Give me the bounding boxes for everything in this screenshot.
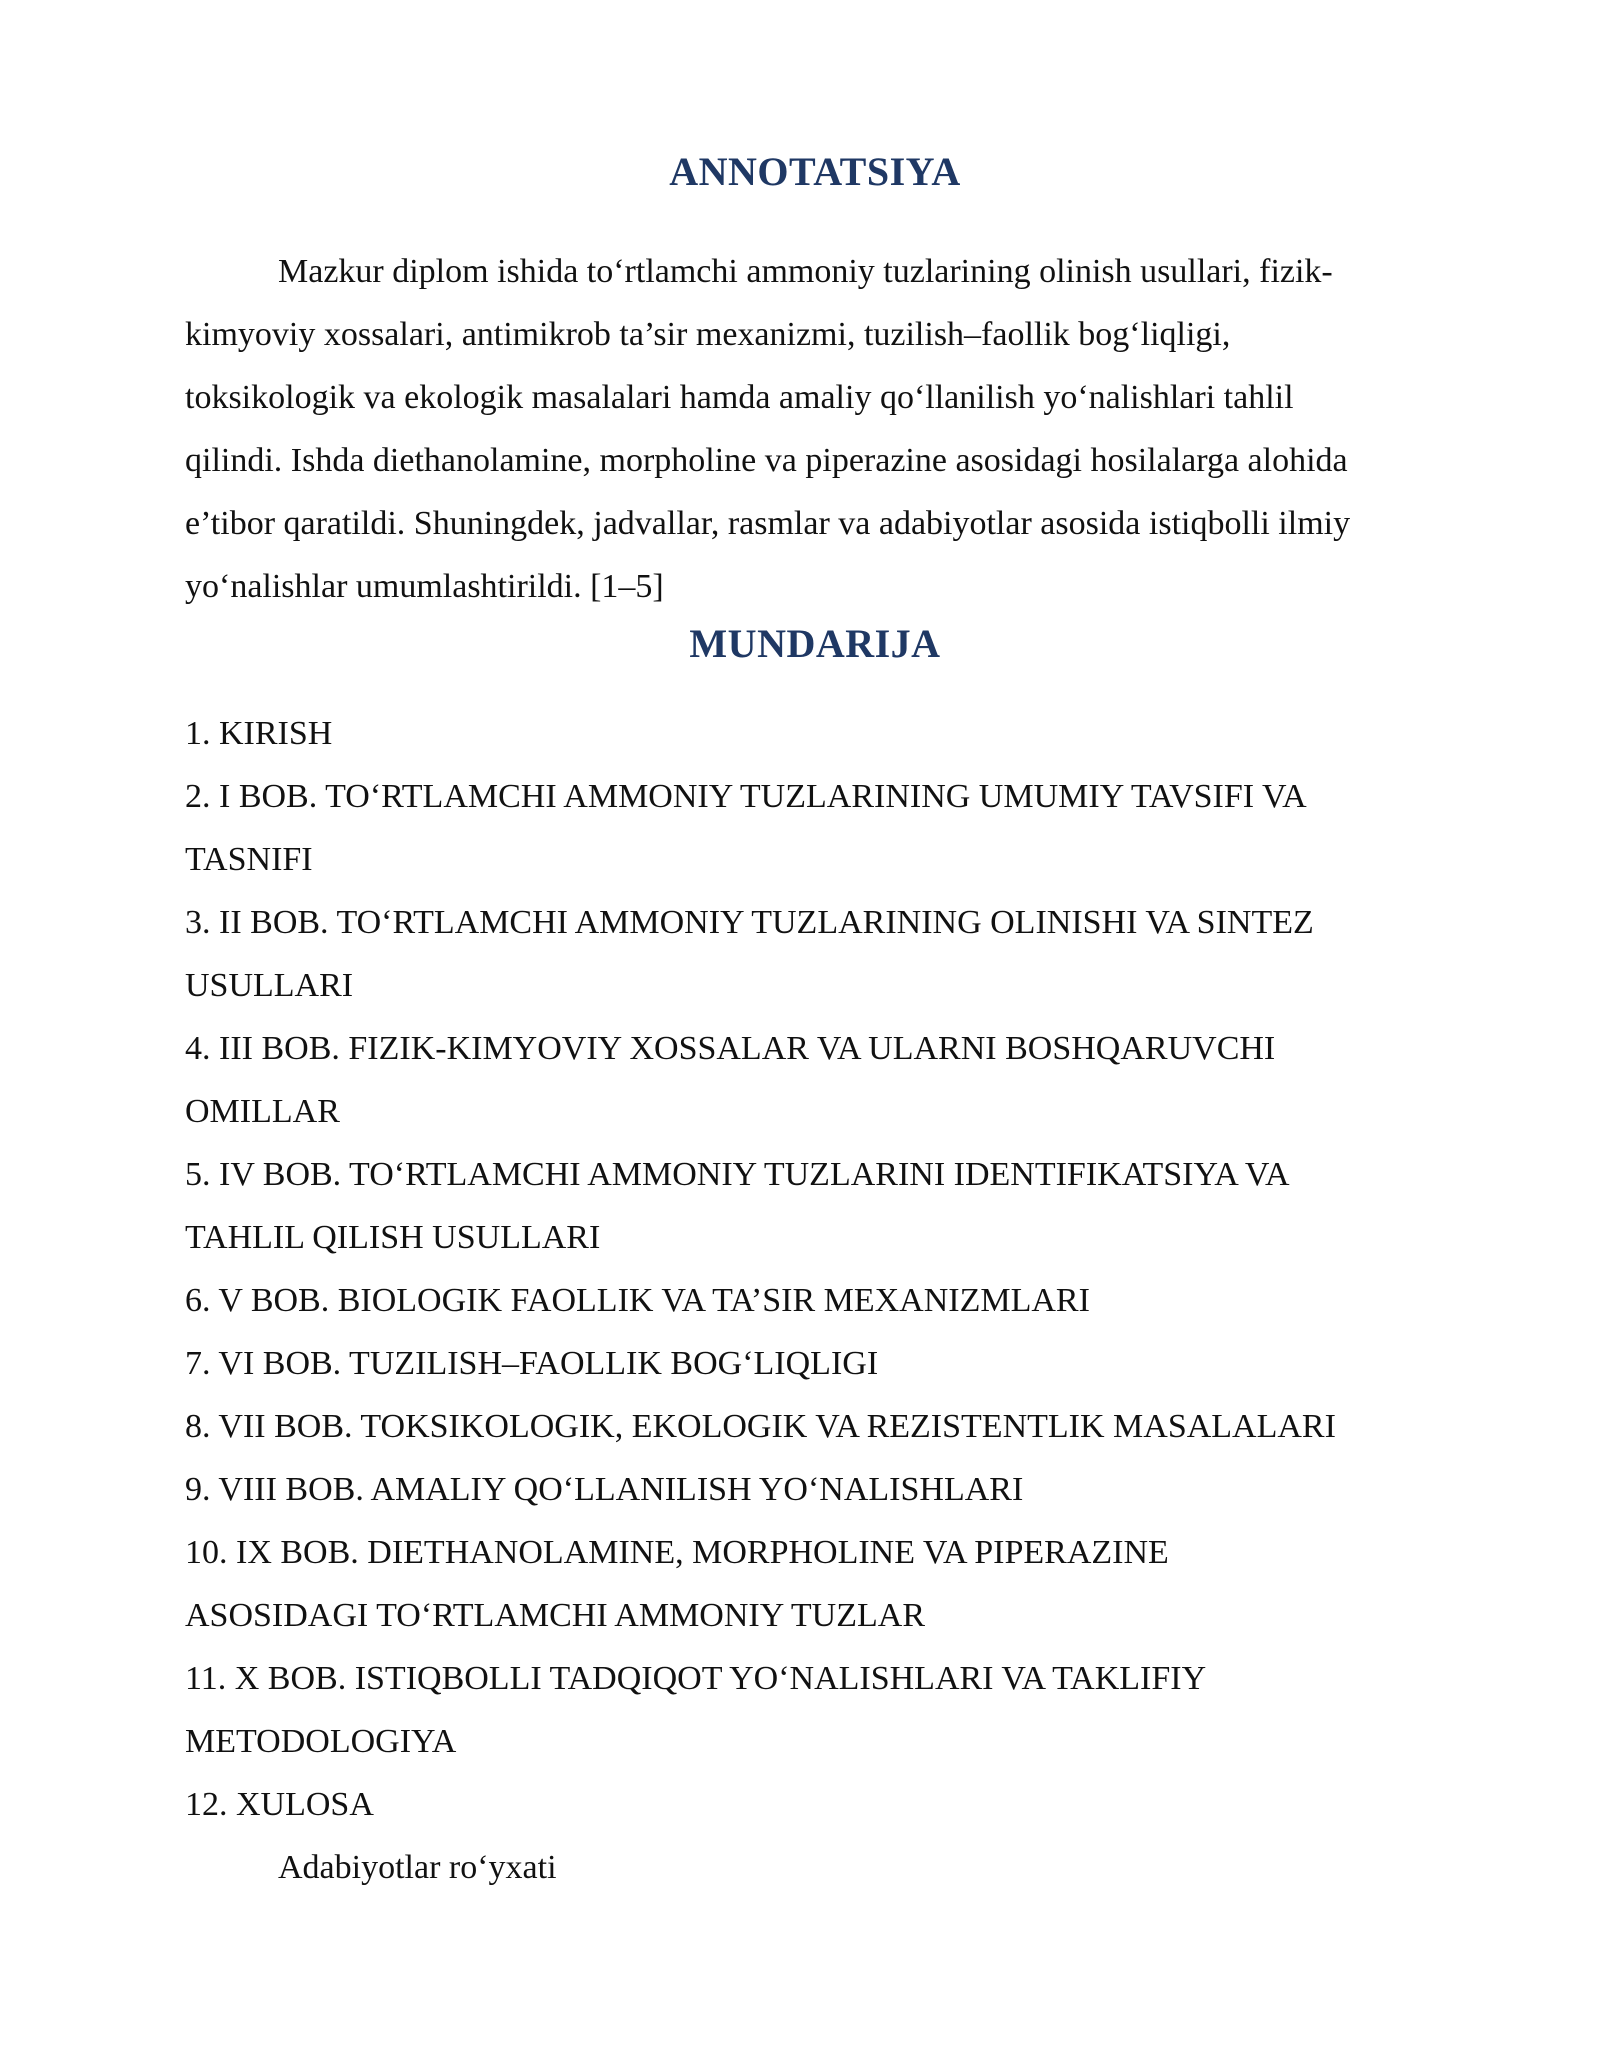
toc-item-text-continued: METODOLOGIYA bbox=[185, 1723, 457, 1760]
toc-item-references bbox=[185, 1836, 1445, 1899]
toc-item-text-continued: TASNIFI bbox=[185, 841, 313, 878]
toc-item-text: 8. VII BOB. TOKSIKOLOGIK, EKOLOGIK VA REZISTENTLIK MASALALARI bbox=[185, 1408, 1336, 1445]
toc-item-text: 3. II BOB. TO‘RTLAMCHI AMMONIY TUZLARINING OLINISHI VA SINTEZ bbox=[185, 904, 1314, 941]
toc-item-chapter-6 bbox=[185, 1332, 1445, 1395]
contents-title: MUNDARIJA bbox=[689, 621, 941, 666]
toc-item-text: 1. KIRISH bbox=[185, 715, 333, 752]
toc-item-text: 6. V BOB. BIOLOGIK FAOLLIK VA TA’SIR MEXANIZMLARI bbox=[185, 1282, 1090, 1319]
toc-item-chapter-2 bbox=[185, 891, 1445, 1017]
toc-item-xulosa bbox=[185, 1773, 1445, 1836]
annotation-line: yo‘nalishlar umumlashtirildi. [1–5] bbox=[185, 568, 664, 605]
toc-item-chapter-8 bbox=[185, 1458, 1445, 1521]
toc-item-chapter-7 bbox=[185, 1395, 1445, 1458]
toc-item-text: 11. X BOB. ISTIQBOLLI TADQIQOT YO‘NALISHLARI VA TAKLIFIY bbox=[185, 1660, 1207, 1697]
toc-item-chapter-5 bbox=[185, 1269, 1445, 1332]
toc-item-text: 4. III BOB. FIZIK-KIMYOVIY XOSSALAR VA ULARNI BOSHQARUVCHI bbox=[185, 1030, 1276, 1067]
toc-item-text: 5. IV BOB. TO‘RTLAMCHI AMMONIY TUZLARINI IDENTIFIKATSIYA VA bbox=[185, 1156, 1290, 1193]
annotation-line: Mazkur diplom ishida to‘rtlamchi ammoniy tuzlarining olinish usullari, fizik- bbox=[278, 253, 1333, 290]
annotation-line: e’tibor qaratildi. Shuningdek, jadvallar, rasmlar va adabiyotlar asosida istiqbolli ilmiy bbox=[185, 505, 1351, 542]
references-label: Adabiyotlar ro‘yxati bbox=[278, 1849, 557, 1886]
toc-item-text-continued: ASOSIDAGI TO‘RTLAMCHI AMMONIY TUZLAR bbox=[185, 1597, 925, 1634]
toc-item-text-continued: TAHLIL QILISH USULLARI bbox=[185, 1219, 601, 1256]
annotation-paragraph bbox=[185, 240, 1445, 618]
toc-item-chapter-10 bbox=[185, 1647, 1445, 1773]
toc-item-text: 9. VIII BOB. AMALIY QO‘LLANILISH YO‘NALISHLARI bbox=[185, 1471, 1024, 1508]
toc-item-chapter-4 bbox=[185, 1143, 1445, 1269]
toc-item-text: 7. VI BOB. TUZILISH–FAOLLIK BOG‘LIQLIGI bbox=[185, 1345, 879, 1382]
annotation-line: toksikologik va ekologik masalalari hamda amaliy qo‘llanilish yo‘nalishlari tahlil bbox=[185, 379, 1294, 416]
annotation-line: kimyoviy xossalari, antimikrob ta’sir mexanizmi, tuzilish–faollik bog‘liqligi, bbox=[185, 316, 1231, 353]
toc-item-chapter-1 bbox=[185, 765, 1445, 891]
table-of-contents bbox=[185, 702, 1445, 1899]
toc-item-text-continued: USULLARI bbox=[185, 967, 354, 1004]
toc-item-text-continued: OMILLAR bbox=[185, 1093, 340, 1130]
toc-item-text: 2. I BOB. TO‘RTLAMCHI AMMONIY TUZLARINING UMUMIY TAVSIFI VA bbox=[185, 778, 1307, 815]
annotation-line: qilindi. Ishda diethanolamine, morpholine va piperazine asosidagi hosilalarga alohida bbox=[185, 442, 1348, 479]
toc-item-kirish bbox=[185, 702, 1445, 765]
toc-item-text: 10. IX BOB. DIETHANOLAMINE, MORPHOLINE VA PIPERAZINE bbox=[185, 1534, 1169, 1571]
annotation-title: ANNOTATSIYA bbox=[669, 149, 961, 194]
toc-item-text: 12. XULOSA bbox=[185, 1786, 374, 1823]
toc-item-chapter-9 bbox=[185, 1521, 1445, 1647]
toc-item-chapter-3 bbox=[185, 1017, 1445, 1143]
